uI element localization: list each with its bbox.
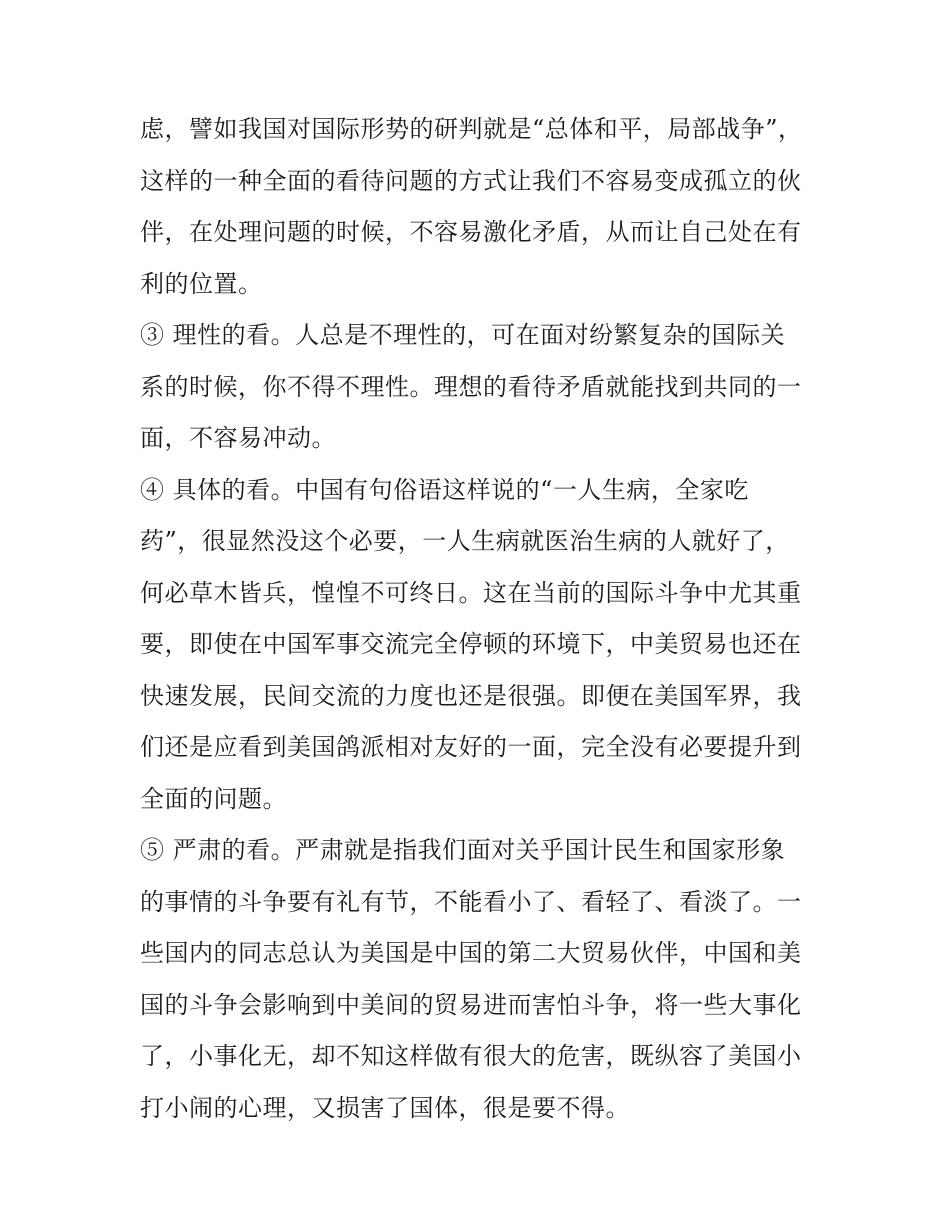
text-line: 利的位置。 [140,269,263,298]
text-line: ④ 具体的看。中国有句俗语这样说的“一人生病，全家吃 [140,475,749,504]
text-line: 这样的一种全面的看待问题的方式让我们不容易变成孤立的伙 [140,166,802,195]
text-line: 要，即使在中国军事交流完全停顿的环境下，中美贸易也还在 [140,630,802,658]
text-line: ⑤ 严肃的看。严肃就是指我们面对关乎国计民生和国家形象 [140,836,786,864]
text-line: 打小闹的心理，又损害了国体，很是要不得。 [140,1093,630,1122]
text-line: 系的时候，你不得不理性。理想的看待矛盾就能找到共同的一 [140,372,802,401]
text-line: 伴，在处理问题的时候，不容易激化矛盾，从而让自己处在有 [140,218,802,246]
text-line: ③ 理性的看。人总是不理性的，可在面对纷繁复杂的国际关 [140,321,786,349]
text-line: 们还是应看到美国鸽派相对友好的一面，完全没有必要提升到 [140,733,802,761]
text-line: 的事情的斗争要有礼有节，不能看小了、看轻了、看淡了。一 [140,887,802,916]
document-body [140,104,812,1134]
text-line: 快速发展，民间交流的力度也还是很强。即便在美国军界，我 [140,681,802,710]
text-line: 面，不容易冲动。 [140,424,336,452]
text-line: 何必草木皆兵，惶惶不可终日。这在当前的国际斗争中尤其重 [140,578,802,607]
text-line: 些国内的同志总认为美国是中国的第二大贸易伙伴，中国和美 [140,939,802,967]
text-line: 了，小事化无，却不知这样做有很大的危害，既纵容了美国小 [140,1042,802,1070]
text-line: 国的斗争会影响到中美间的贸易进而害怕斗争，将一些大事化 [140,990,802,1019]
text-line: 药”，很显然没这个必要，一人生病就医治生病的人就好了， [140,527,790,555]
text-line: 虑，譬如我国对国际形势的研判就是“总体和平，局部战争”， [140,115,803,143]
text-line: 全面的问题。 [140,784,287,813]
